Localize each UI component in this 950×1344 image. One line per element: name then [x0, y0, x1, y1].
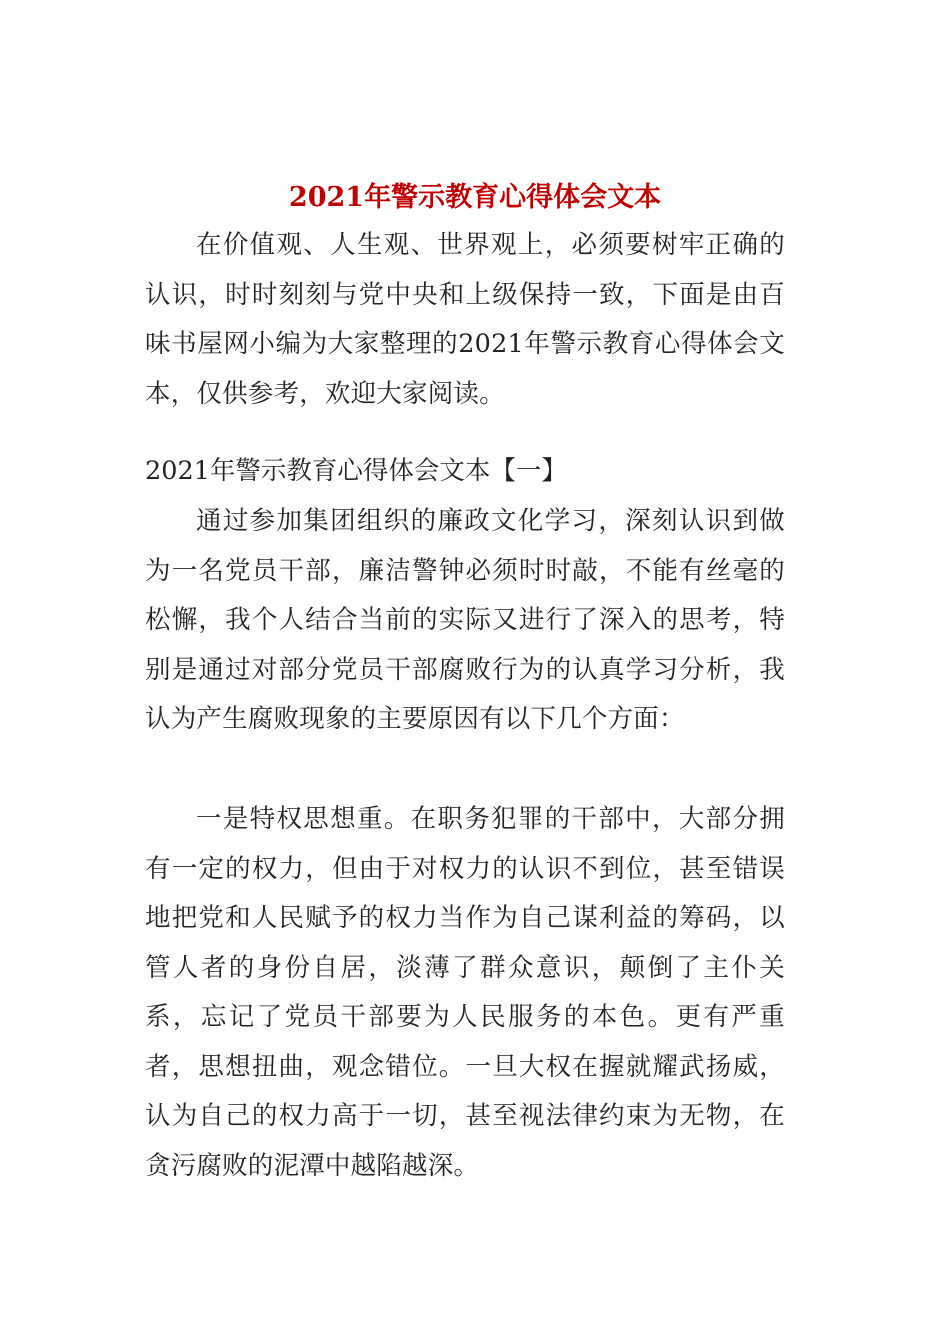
- document-title: 2021年警示教育心得体会文本: [288, 182, 662, 213]
- body-paragraph: 通过参加集团组织的廉政文化学习，深刻认识到做为一名党员干部，廉洁警钟必须时时敲，不能有丝毫的松懈，我个人结合当前的实际又进行了深入的思考，特别是通过对部分党员干部腐败行为的认真学习分析，我认为产生腐败现象的主要原因有以下几个方面：: [145, 506, 785, 734]
- intro-paragraph: 在价值观、人生观、世界观上，必须要树牢正确的认识，时时刻刻与党中央和上级保持一致，下面是由百味书屋网小编为大家整理的2021年警示教育心得体会文本，仅供参考，欢迎大家阅读。: [145, 230, 785, 409]
- body-paragraph: 一是特权思想重。在职务犯罪的干部中，大部分拥有一定的权力，但由于对权力的认识不到位，甚至错误地把党和人民赋予的权力当作为自己谋利益的筹码，以管人者的身份自居，淡薄了群众意识，颠倒了主仆关系，忘记了党员干部要为人民服务的本色。更有严重者，思想扭曲，观念错位。一旦大权在握就耀武扬威，认为自己的权力高于一切，甚至视法律约束为无物，在贪污腐败的泥潭中越陷越深。: [145, 804, 785, 1181]
- section-heading: 2021年警示教育心得体会文本【一】: [145, 456, 567, 486]
